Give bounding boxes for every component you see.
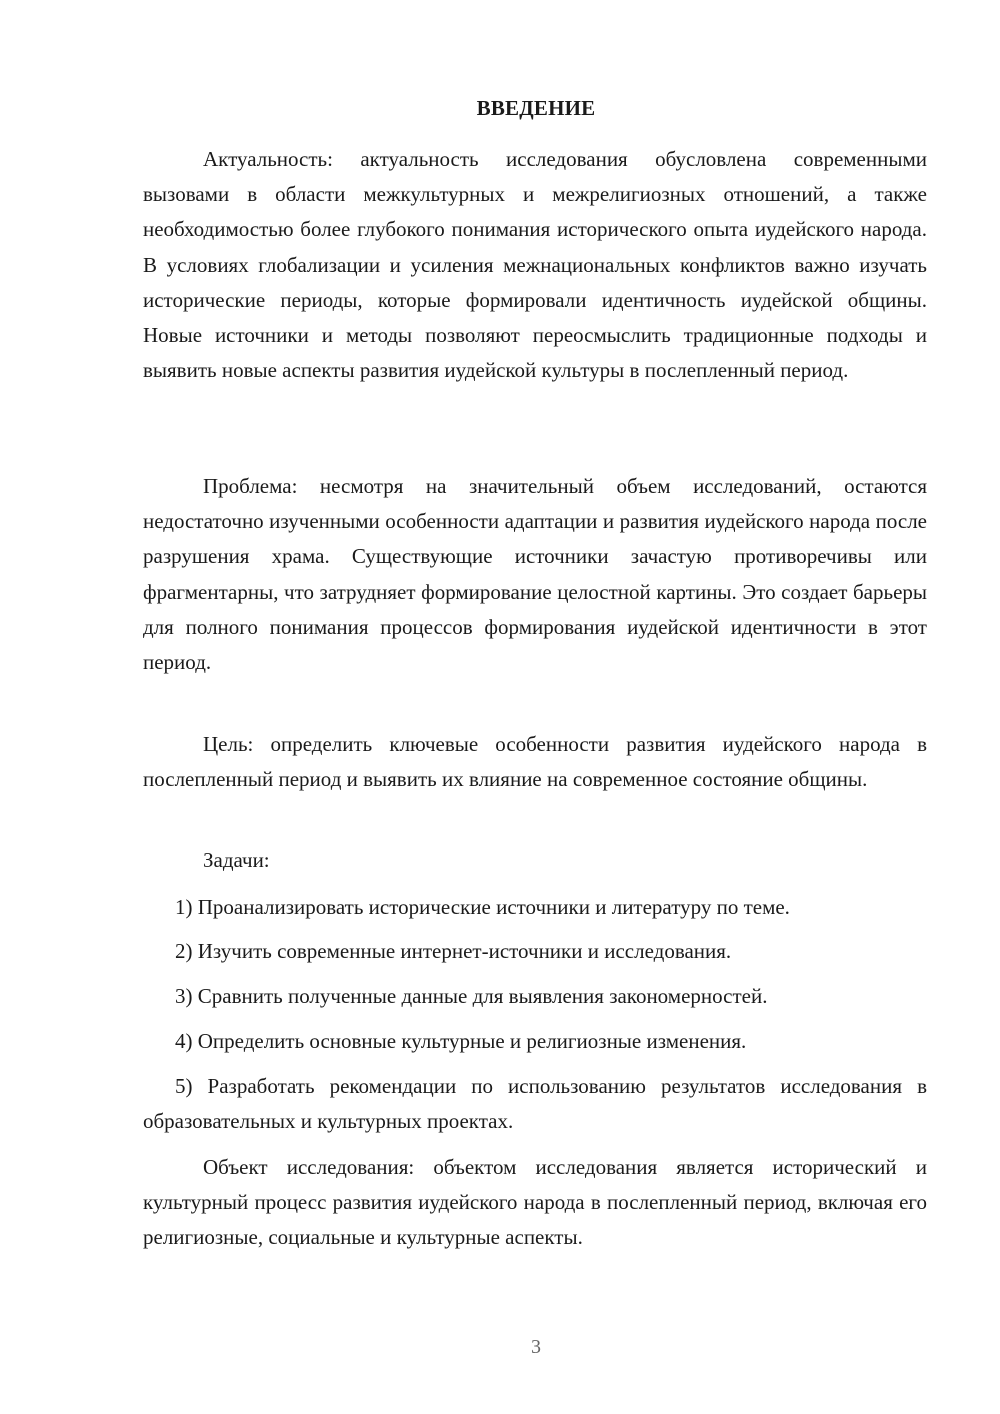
task-item-4: 4) Определить основные культурные и религиозные изменения. xyxy=(175,1029,747,1053)
goal-paragraph: Цель: определить ключевые особенности развития иудейского народа в послепленный период и выявить их влияние на современное состояние общины. xyxy=(143,732,927,792)
task-item-1: 1) Проанализировать исторические источники и литературу по теме. xyxy=(175,895,790,919)
problem-paragraph: Проблема: несмотря на значительный объем исследований, остаются недостаточно изученными особенности адаптации и развития иудейского народа после разрушения храма. Существующие источники зачастую противоречивы или фрагментарны, что затрудняет формирование целостной картины. Это создает барьеры для полного понимания процессов формирования иудейской идентичности в этот период. xyxy=(143,474,927,675)
task-item-5: 5) Разработать рекомендации по использованию результатов исследования в образовательных и культурных проектах. xyxy=(143,1074,927,1133)
object-paragraph: Объект исследования: объектом исследования является исторический и культурный процесс развития иудейского народа в послепленный период, включая его религиозные, социальные и культурные аспекты. xyxy=(143,1155,927,1250)
tasks-heading: Задачи: xyxy=(203,848,270,872)
task-item-2: 2) Изучить современные интернет-источники и исследования. xyxy=(175,939,732,963)
task-item-3: 3) Сравнить полученные данные для выявления закономерностей. xyxy=(175,984,768,1008)
relevance-paragraph: Актуальность: актуальность исследования обусловлена современными вызовами в области межкультурных и межрелигиозных отношений, а также необходимостью более глубокого понимания исторического опыта иудейского народа. В условиях глобализации и усиления межнациональных конфликтов важно изучать исторические периоды, которые формировали идентичность иудейской общины. Новые источники и методы позволяют переосмыслить традиционные подходы и выявить новые аспекты развития иудейской культуры в послепленный период. xyxy=(143,147,927,383)
page-title: ВВЕДЕНИЕ xyxy=(476,96,596,120)
page-number: 3 xyxy=(531,1336,541,1358)
